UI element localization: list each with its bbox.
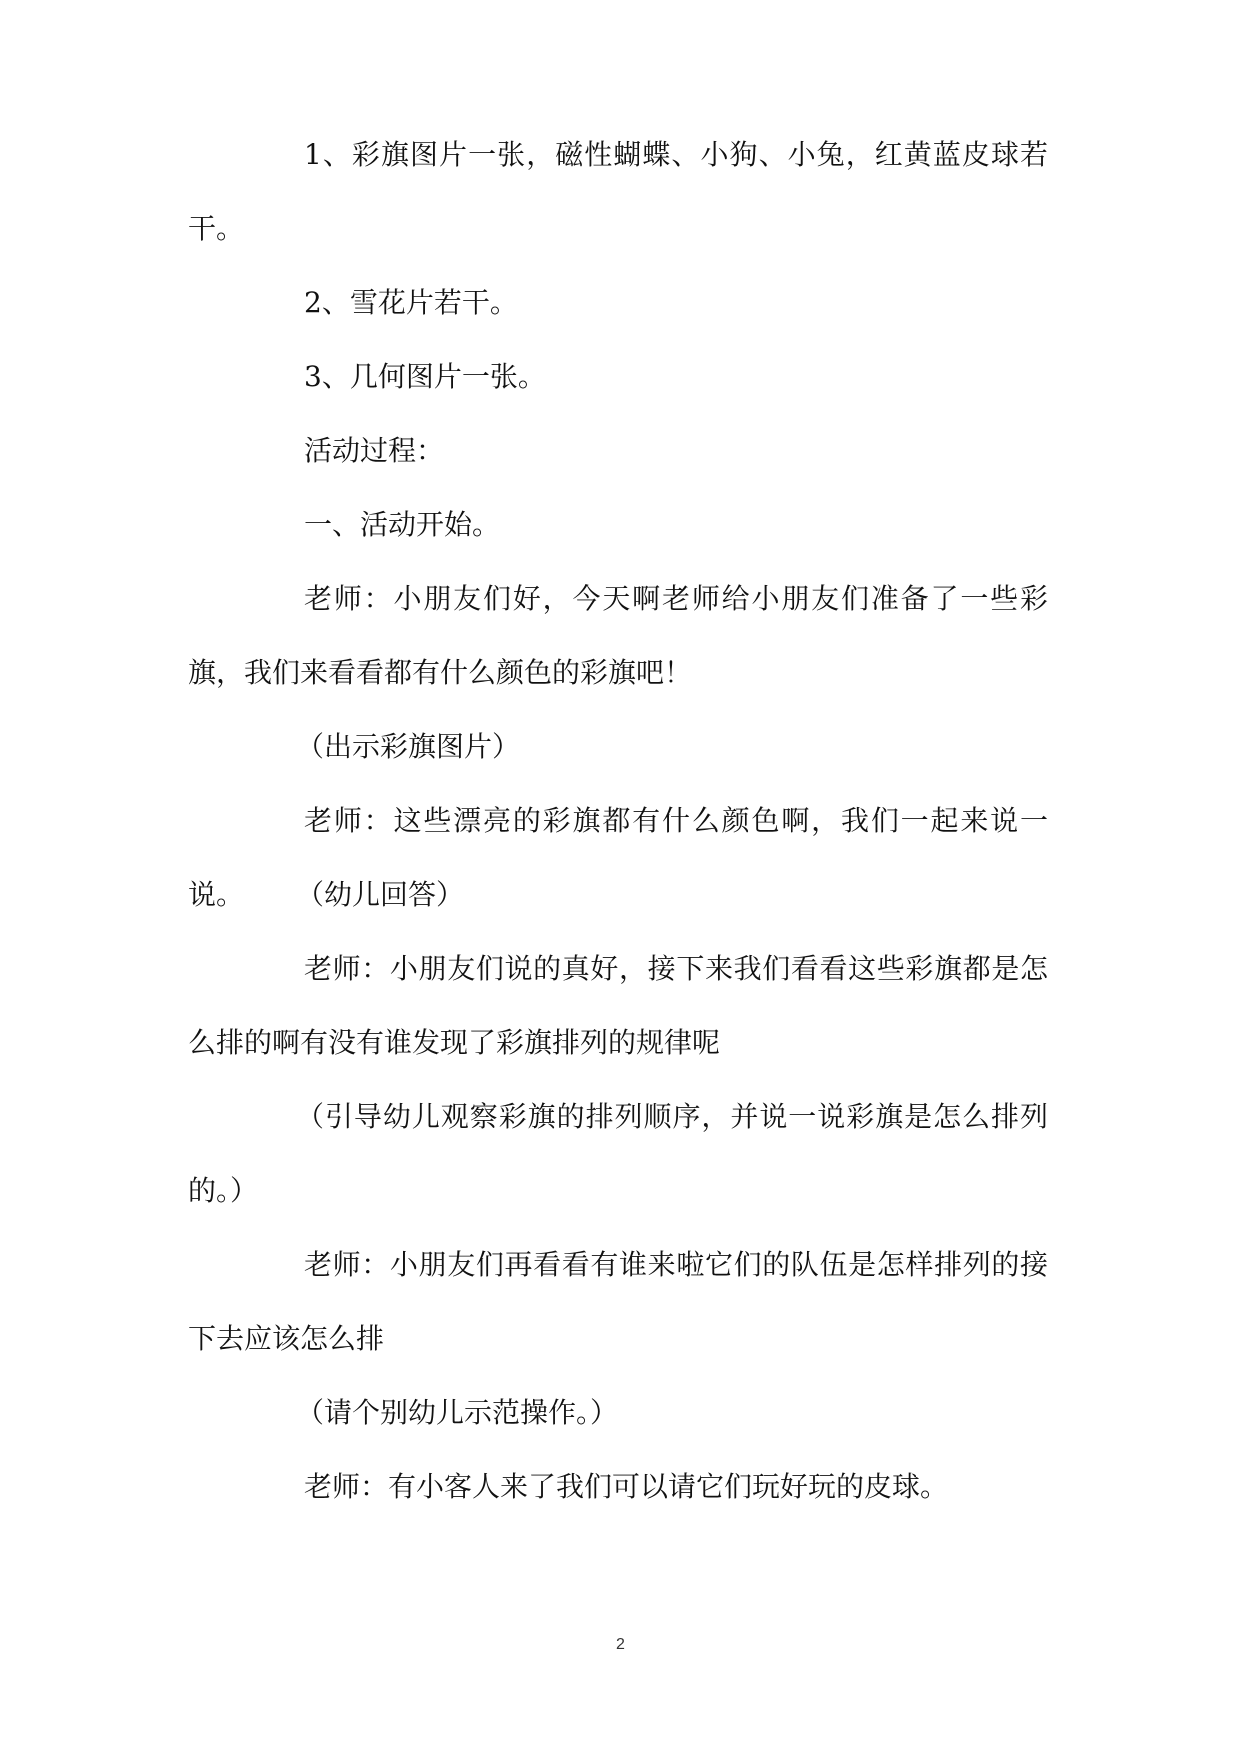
page-number: 2 [616, 1636, 625, 1653]
stage-note-1: （出示彩旗图片） [296, 730, 521, 763]
stage-note-2: （幼儿回答） [296, 878, 465, 911]
materials-item-1: 1、彩旗图片一张，磁性蝴蝶、小狗、小兔，红黄蓝皮球若干。 [188, 138, 1048, 245]
stage-note-3: （引导幼儿观察彩旗的排列顺序，并说一说彩旗是怎么排列的。） [188, 1100, 1048, 1207]
teacher-line-1: 老师：小朋友们好，今天啊老师给小朋友们准备了一些彩旗，我们来看看都有什么颜色的彩旗吧！ [188, 582, 1048, 689]
materials-item-3: 3、几何图片一张。 [304, 360, 546, 393]
section-heading-process: 活动过程： [304, 434, 445, 467]
materials-item-2: 2、雪花片若干。 [304, 286, 518, 319]
teacher-line-3: 老师：小朋友们说的真好，接下来我们看看这些彩旗都是怎么排的啊有没有谁发现了彩旗排列的规律呢 [188, 952, 1048, 1059]
teacher-line-2: 老师：这些漂亮的彩旗都有什么颜色啊，我们一起来说一说。 [188, 804, 1048, 911]
stage-note-4: （请个别幼儿示范操作。） [296, 1396, 619, 1429]
teacher-line-4: 老师：小朋友们再看看有谁来啦它们的队伍是怎样排列的接下去应该怎么排 [188, 1248, 1048, 1355]
teacher-line-5: 老师：有小客人来了我们可以请它们玩好玩的皮球。 [304, 1470, 949, 1503]
step-heading-1: 一、活动开始。 [304, 508, 501, 541]
